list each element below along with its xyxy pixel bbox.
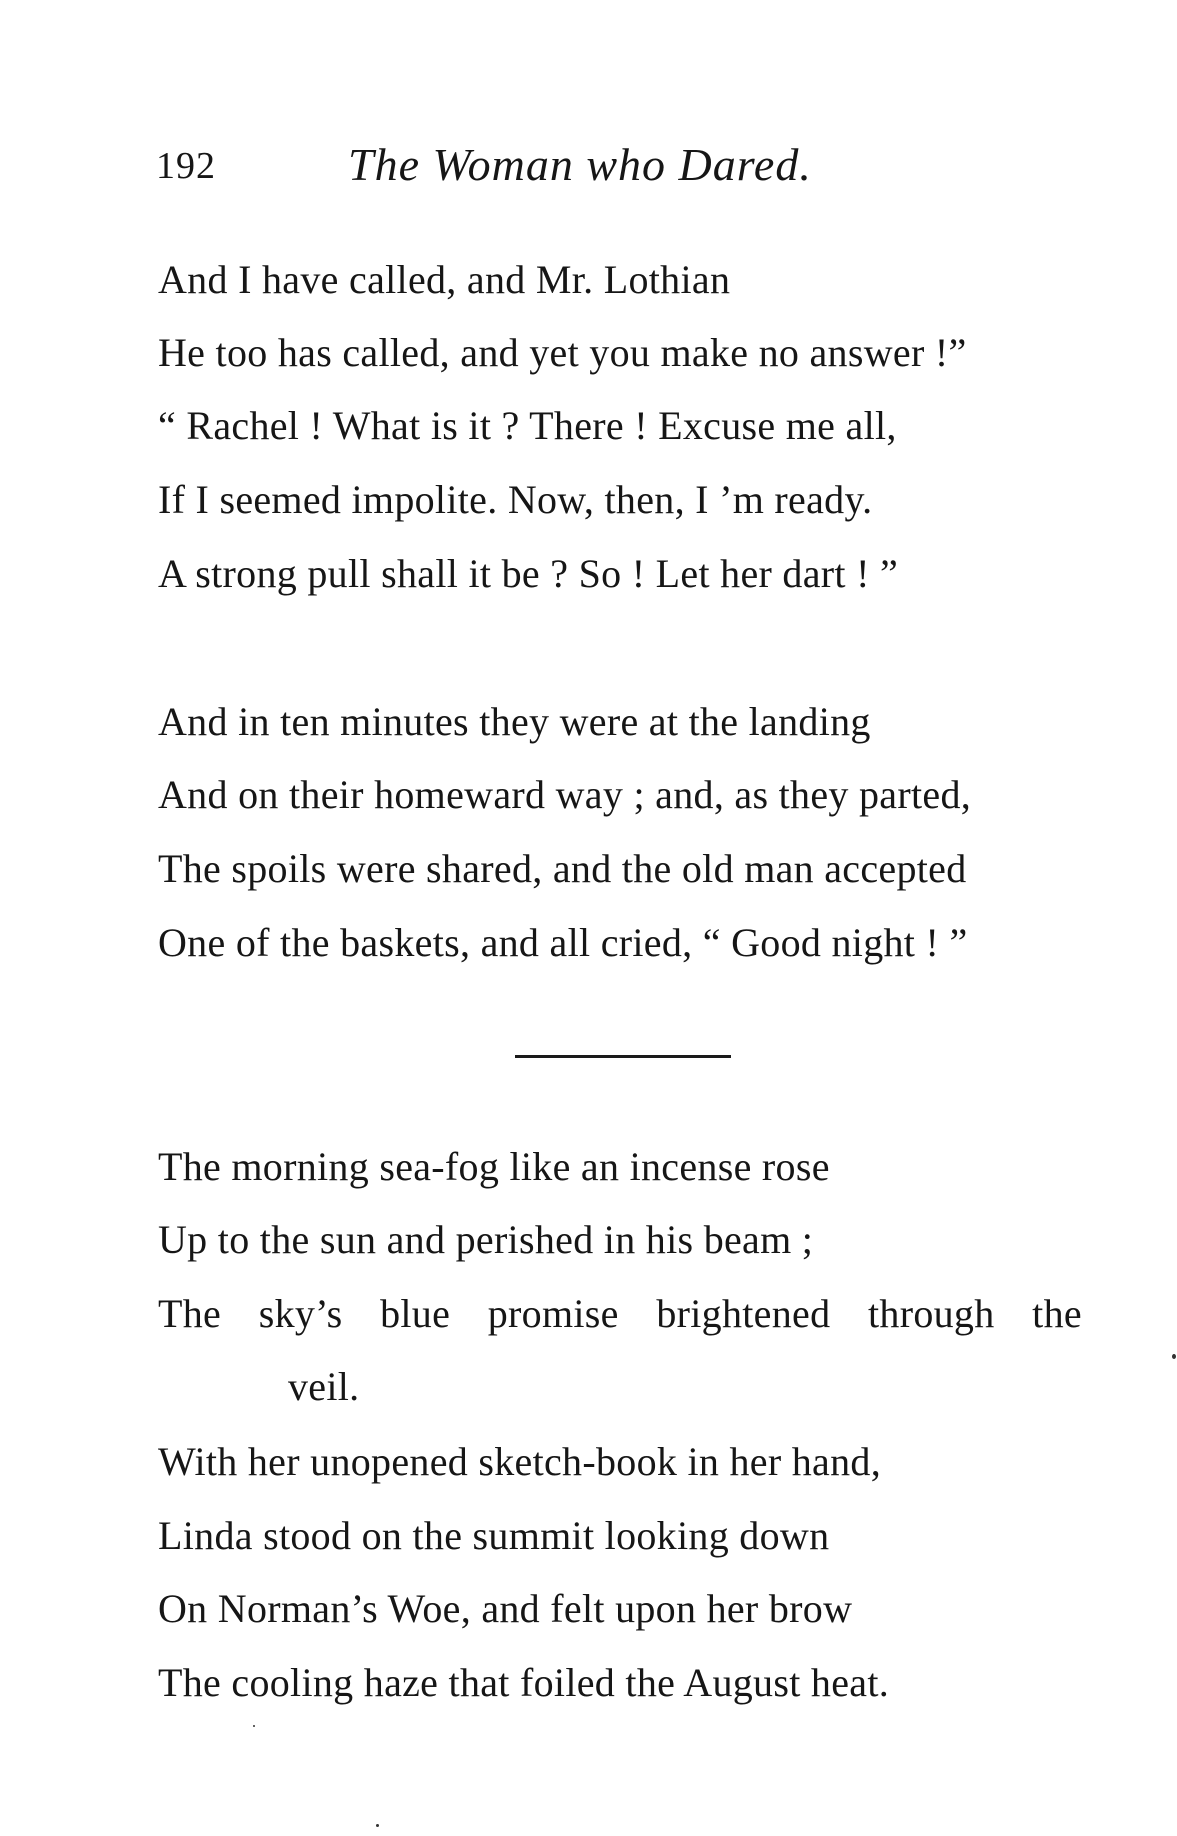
stanza1-line3: “ Rachel ! What is it ? There ! Excuse me all, bbox=[158, 403, 897, 448]
page-number: 192 bbox=[156, 145, 216, 187]
section-divider bbox=[515, 1055, 731, 1058]
stanza1-line1: And I have called, and Mr. Lothian bbox=[158, 257, 731, 302]
word: through bbox=[868, 1291, 995, 1336]
stanza2-line1: And in ten minutes they were at the landing bbox=[158, 699, 871, 744]
word: blue bbox=[380, 1291, 451, 1336]
word: The bbox=[158, 1291, 222, 1336]
running-title: The Woman who Dared. bbox=[348, 139, 812, 190]
stanza1-line4: If I seemed impolite. Now, then, I ’m ready. bbox=[158, 477, 873, 522]
stanza3-line2: Up to the sun and perished in his beam ; bbox=[158, 1217, 814, 1262]
stanza2-line4: One of the baskets, and all cried, “ Good night ! ” bbox=[158, 920, 968, 965]
stanza1-line2: He too has called, and yet you make no answer !” bbox=[158, 330, 967, 375]
word: brightened bbox=[656, 1291, 831, 1336]
stanza3-line4: With her unopened sketch-book in her hand, bbox=[158, 1439, 882, 1484]
stanza2-line3: The spoils were shared, and the old man accepted bbox=[158, 846, 967, 891]
stanza3-line3 bbox=[158, 1290, 1082, 1338]
page-header bbox=[156, 138, 976, 208]
stanza3-line5: Linda stood on the summit looking down bbox=[158, 1513, 830, 1558]
scan-speck bbox=[253, 1725, 255, 1727]
stanza2-line2: And on their homeward way ; and, as they parted, bbox=[158, 772, 972, 817]
stanza3-line1: The morning sea-fog like an incense rose bbox=[158, 1144, 830, 1189]
stanza3-line6: On Norman’s Woe, and felt upon her brow bbox=[158, 1586, 853, 1631]
scan-speck bbox=[376, 1824, 379, 1827]
word: the bbox=[1032, 1291, 1082, 1336]
word: promise bbox=[487, 1291, 619, 1336]
stanza3-line3-continuation: veil. bbox=[288, 1364, 360, 1409]
word: sky’s bbox=[258, 1291, 343, 1336]
stanza1-line5: A strong pull shall it be ? So ! Let her dart ! ” bbox=[158, 551, 899, 596]
scan-speck bbox=[1172, 1354, 1176, 1359]
stanza3-line7: The cooling haze that foiled the August heat. bbox=[158, 1660, 890, 1705]
